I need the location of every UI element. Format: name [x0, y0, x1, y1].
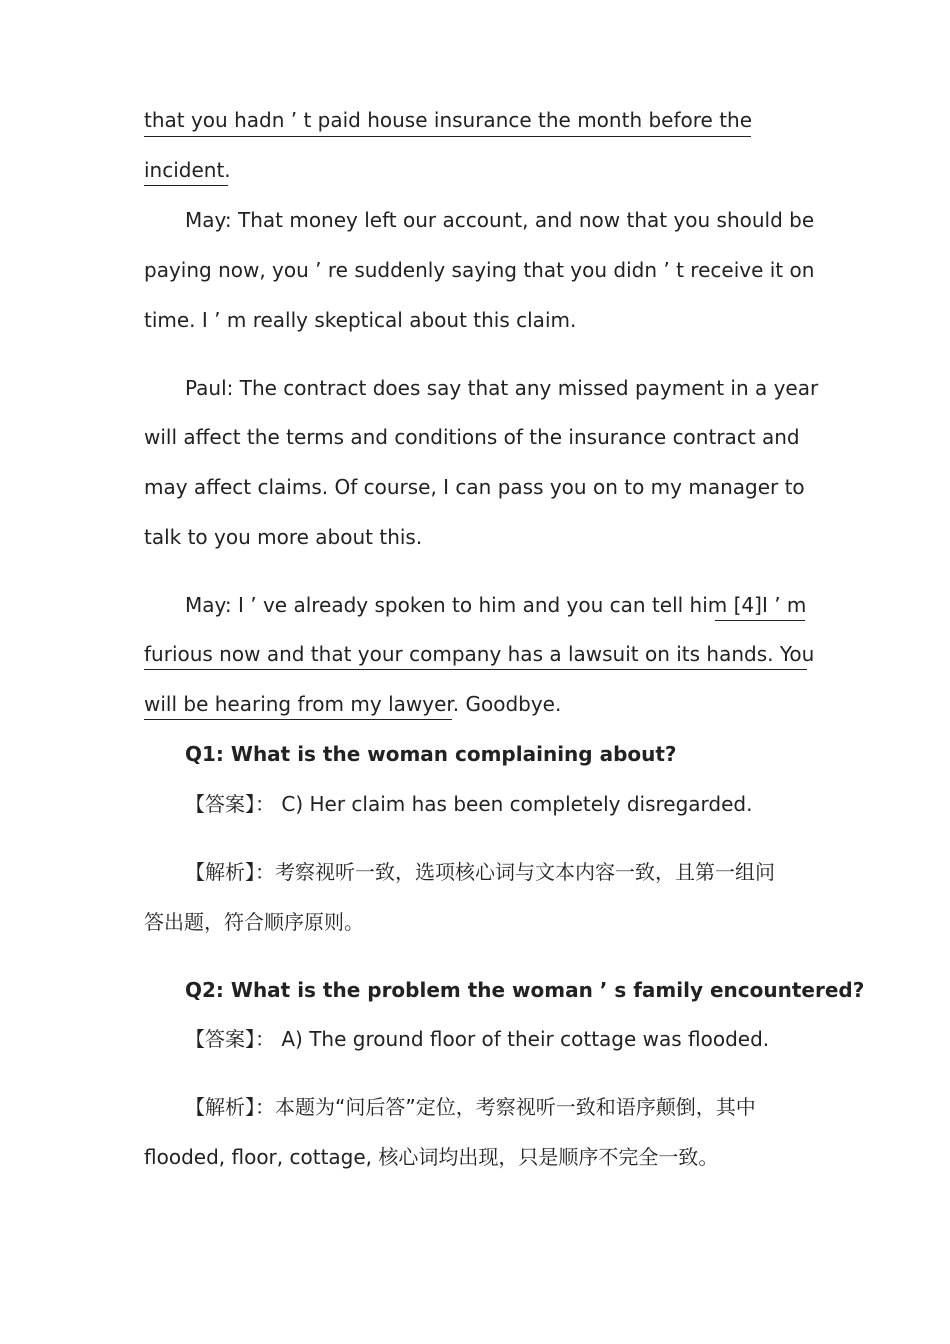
- underline-rule: [144, 136, 751, 137]
- text-line: paying now, you ’ re suddenly saying that you didn ’ t receive it on: [144, 258, 815, 282]
- text-line: May: I ’ ve already spoken to him and you can tell him [4]I ’ m: [185, 593, 807, 617]
- underline-rule: [144, 669, 807, 670]
- analysis-line: flooded, floor, cottage, 核心词均出现，只是顺序不完全一致。: [144, 1145, 719, 1169]
- text-line: that you hadn ’ t paid house insurance the month before the: [144, 108, 753, 132]
- underline-rule: [715, 620, 805, 621]
- analysis-line: 答出题，符合顺序原则。: [144, 910, 364, 934]
- question-heading: Q2: What is the problem the woman ’ s family encountered?: [185, 978, 865, 1002]
- text-line: will affect the terms and conditions of the insurance contract and: [144, 425, 800, 449]
- answer-line: 【答案】： C) Her claim has been completely disregarded.: [185, 792, 753, 816]
- text-line: time. I ’ m really skeptical about this claim.: [144, 308, 577, 332]
- text-line: May: That money left our account, and now that you should be: [185, 208, 815, 232]
- text-line: incident.: [144, 158, 231, 182]
- analysis-line: 【解析】：考察视听一致，选项核心词与文本内容一致，且第一组问: [185, 860, 775, 884]
- answer-line: 【答案】： A) The ground floor of their cottage was flooded.: [185, 1027, 770, 1051]
- text-line: furious now and that your company has a lawsuit on its hands. You: [144, 642, 815, 666]
- question-heading: Q1: What is the woman complaining about?: [185, 742, 677, 766]
- text-line: Paul: The contract does say that any missed payment in a year: [185, 376, 819, 400]
- text-line: talk to you more about this.: [144, 525, 423, 549]
- text-line: may affect claims. Of course, I can pass you on to my manager to: [144, 475, 805, 499]
- analysis-line: 【解析】：本题为“问后答”定位，考察视听一致和语序颠倒，其中: [185, 1095, 756, 1119]
- underline-rule: [144, 185, 228, 186]
- text-line: will be hearing from my lawyer. Goodbye.: [144, 692, 562, 716]
- underline-rule: [144, 719, 452, 720]
